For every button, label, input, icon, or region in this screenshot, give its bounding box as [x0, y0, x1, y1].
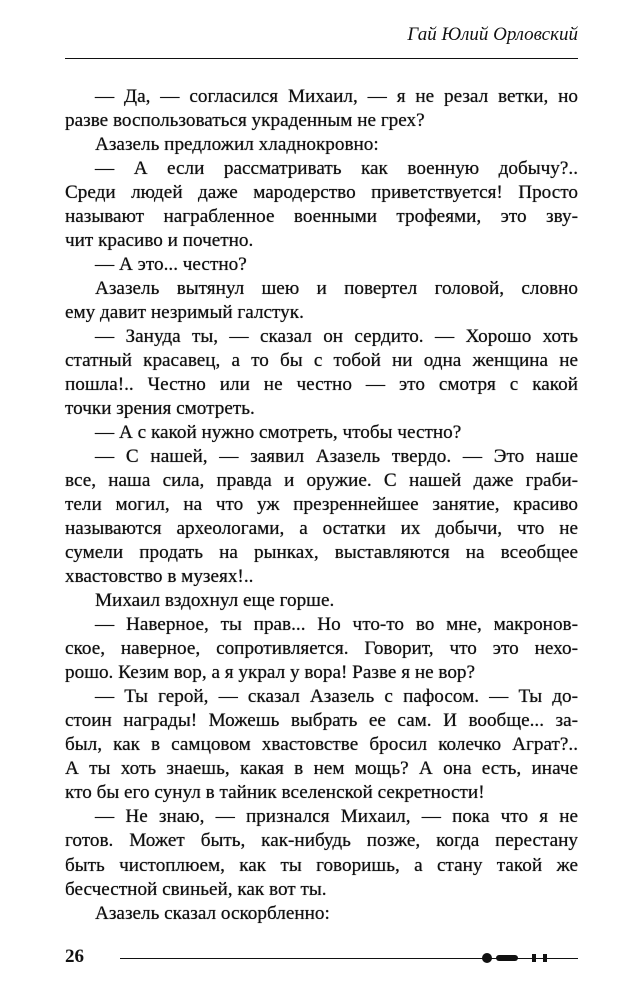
paragraph	[65, 902, 578, 926]
paragraph	[65, 685, 578, 805]
footer-ornament	[496, 955, 518, 961]
text-line: стоин награды! Можешь выбрать ее сам. И вообще... за-	[65, 710, 578, 732]
text-line: чит красиво и почетно.	[65, 230, 254, 252]
paragraph	[65, 85, 578, 133]
text-line: хвастовство в музеях!..	[65, 566, 254, 588]
text-line: — С нашей, — заявил Азазель твердо. — Это наше	[95, 446, 578, 468]
text-line: точки зрения смотреть.	[65, 398, 255, 420]
paragraph	[65, 445, 578, 589]
text-line: был, как в самцовом хвастовстве бросил колечко Аграт?..	[65, 734, 578, 756]
text-line: Азазель вытянул шею и повертел головой, словно	[95, 278, 578, 300]
text-line: — Наверное, ты прав... Но что-то во мне, макронов-	[95, 614, 578, 636]
text-line: — Зануда ты, — сказал он сердито. — Хорошо хоть	[95, 326, 578, 348]
text-line: ское, наверное, сопротивляется. Говорит, что это нехо-	[65, 638, 578, 660]
running-header: Гай Юлий Орловский	[407, 24, 578, 45]
text-line: готов. Может быть, как-нибудь позже, когда перестану	[65, 830, 578, 852]
text-line: — А с какой нужно смотреть, чтобы честно?	[95, 422, 462, 444]
paragraph	[65, 805, 578, 901]
footer-ornament	[543, 954, 547, 962]
text-line: тели могил, на что уж презреннейшее занятие, красиво	[65, 494, 578, 516]
paragraph	[65, 613, 578, 685]
paragraph	[65, 277, 578, 325]
text-line: Азазель предложил хладнокровно:	[95, 134, 379, 156]
text-line: Среди людей даже мародерство приветствуется! Просто	[65, 182, 578, 204]
text-line: кто бы его сунул в тайник вселенской секретности!	[65, 782, 485, 804]
paragraph	[65, 421, 578, 445]
page-number: 26	[65, 946, 84, 967]
text-line: — Не знаю, — признался Михаил, — пока что я не	[95, 806, 578, 828]
text-line: пошла!.. Честно или не честно — это смотря с какой	[65, 374, 578, 396]
text-line: А ты хоть знаешь, какая в нем мощь? А она есть, иначе	[65, 758, 578, 780]
paragraph	[65, 133, 578, 157]
text-line: разве воспользоваться украденным не грех?	[65, 110, 425, 132]
text-line: статный красавец, а то бы с тобой ни одна женщина не	[65, 350, 578, 372]
footer-ornament	[532, 954, 536, 962]
text-line: все, наша сила, правда и оружие. С нашей даже граби-	[65, 470, 578, 492]
text-line: ему давит незримый галстук.	[65, 302, 304, 324]
footer-ornament-dot	[482, 953, 492, 963]
text-line: — А если рассматривать как военную добычу?..	[95, 158, 578, 180]
page-body-text	[65, 85, 578, 926]
text-line: бесчестной свиньей, как вот ты.	[65, 878, 327, 900]
text-line: Азазель сказал оскорбленно:	[95, 902, 330, 924]
text-line: быть чистоплюем, как ты говоришь, а стану такой же	[65, 854, 578, 876]
text-line: называются археологами, а остатки их добычи, что не	[65, 518, 578, 540]
text-line: рошо. Кезим вор, а я украл у вора! Разве я не вор?	[65, 662, 476, 684]
header-rule	[65, 58, 578, 59]
text-line: — А это... честно?	[95, 254, 247, 276]
text-line: сумели продать на рынках, выставляются на всеобщее	[65, 542, 578, 564]
text-line: — Ты герой, — сказал Азазель с пафосом. — Ты до-	[95, 686, 578, 708]
paragraph	[65, 253, 578, 277]
text-line: называют награбленное военными трофеями, это зву-	[65, 206, 578, 228]
paragraph	[65, 589, 578, 613]
text-line: — Да, — согласился Михаил, — я не резал ветки, но	[95, 86, 578, 107]
paragraph	[65, 157, 578, 253]
text-line: Михаил вздохнул еще горше.	[95, 590, 335, 612]
paragraph	[65, 325, 578, 421]
